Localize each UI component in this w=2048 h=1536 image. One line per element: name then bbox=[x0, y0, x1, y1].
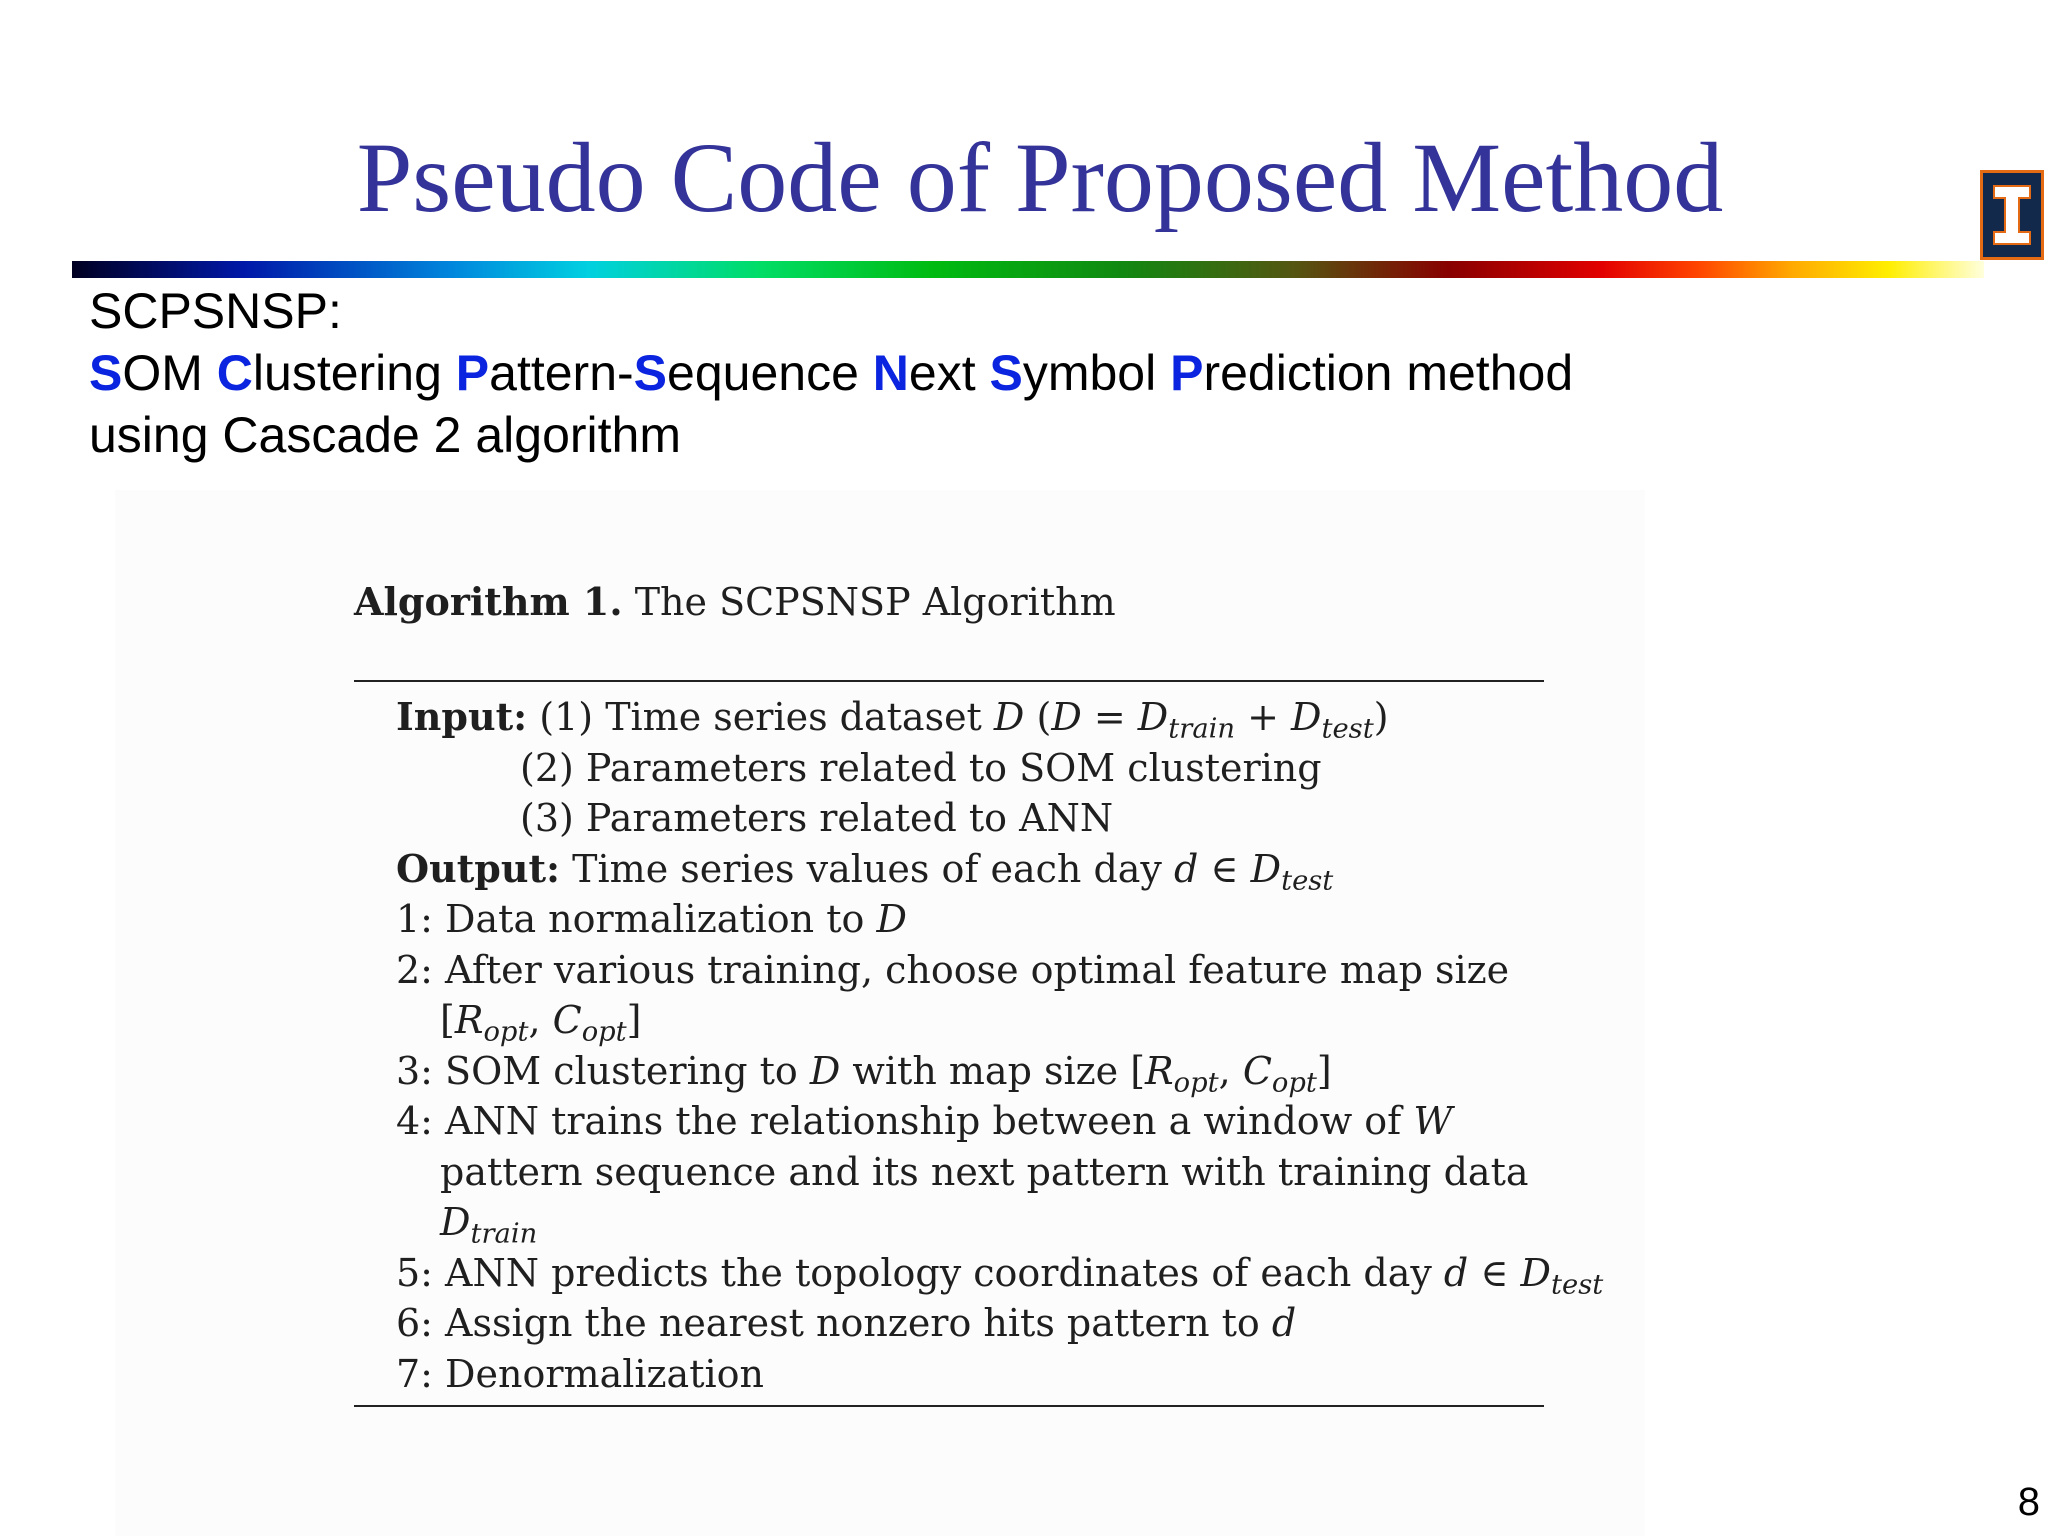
algorithm-step-4-cont-2: $D_{train}$ bbox=[440, 1200, 538, 1250]
algorithm-step-2: 2: After various training, choose optimal feature map size bbox=[396, 947, 1510, 992]
page-number: 8 bbox=[2017, 1480, 2040, 1524]
algorithm-caption-label: Algorithm 1. bbox=[354, 579, 623, 624]
input-line-1: Input: (1) Time series dataset D $(D = D_{train} + D_{test})$ bbox=[396, 694, 1389, 745]
acronym-word-rest: attern- bbox=[489, 345, 634, 401]
algorithm-step-4-cont: pattern sequence and its next pattern with training data bbox=[440, 1149, 1529, 1194]
input-line-3: (3) Parameters related to ANN bbox=[520, 796, 1114, 840]
acronym-initial: N bbox=[872, 345, 909, 401]
algorithm-step-6: 6: Assign the nearest nonzero hits pattern to d bbox=[396, 1301, 1297, 1345]
acronym-initial: P bbox=[455, 345, 490, 401]
algorithm-step-4: 4: ANN trains the relationship between a window of W bbox=[396, 1099, 1453, 1143]
output-label: Output: bbox=[396, 845, 561, 891]
acronym-word-rest: OM bbox=[122, 345, 217, 401]
slide-title: Pseudo Code of Proposed Method bbox=[356, 122, 1724, 233]
acronym-initial: S bbox=[989, 345, 1023, 401]
acronym-word-rest: ext bbox=[908, 345, 990, 401]
algorithm-caption bbox=[354, 572, 1544, 632]
intro-second-line: using Cascade 2 algorithm bbox=[89, 407, 681, 463]
algorithm-bottom-rule bbox=[354, 1405, 1544, 1407]
algorithm-step-7: 7: Denormalization bbox=[396, 1351, 764, 1396]
title-divider-bar bbox=[72, 261, 1984, 278]
method-intro bbox=[89, 280, 1889, 466]
output-line: Output: Time series values of each day d ∈ $D_{test}$ bbox=[396, 845, 1334, 897]
acronym-initial: S bbox=[89, 345, 123, 401]
acronym-word-rest: equence bbox=[667, 345, 873, 401]
acronym-expansion bbox=[89, 342, 1889, 404]
illinois-logo bbox=[1980, 170, 2044, 260]
acronym-initial: S bbox=[633, 345, 668, 401]
illinois-block-i-icon bbox=[1990, 180, 2034, 250]
input-line-2: (2) Parameters related to SOM clustering bbox=[520, 745, 1322, 790]
algorithm-step-1: 1: Data normalization to D bbox=[396, 897, 907, 941]
acronym-heading: SCPSNSP: bbox=[89, 283, 342, 339]
output-text: Time series values of each day bbox=[572, 846, 1174, 891]
input-label: Input: bbox=[396, 694, 528, 739]
algorithm-caption-text: The SCPSNSP Algorithm bbox=[634, 580, 1116, 624]
algorithm-step-3: 3: SOM clustering to D with map size [$R_{opt}$, $C_{opt}$] bbox=[396, 1048, 1332, 1099]
acronym-initial: C bbox=[216, 345, 253, 401]
algorithm-step-5: 5: ANN predicts the topology coordinates of each day d ∈ $D_{test}$ bbox=[396, 1250, 1604, 1301]
acronym-word-rest: lustering bbox=[252, 345, 456, 401]
acronym-word-rest: ymbol bbox=[1022, 345, 1171, 401]
acronym-initial: P bbox=[1170, 345, 1204, 401]
algorithm-body bbox=[354, 682, 1604, 1399]
algorithm-step-2-cont: [$R_{opt}$, $C_{opt}$] bbox=[440, 998, 642, 1048]
input-1-text: (1) Time series dataset bbox=[539, 695, 994, 739]
algorithm-box bbox=[354, 572, 1604, 1407]
acronym-word-rest: rediction method bbox=[1203, 345, 1574, 401]
